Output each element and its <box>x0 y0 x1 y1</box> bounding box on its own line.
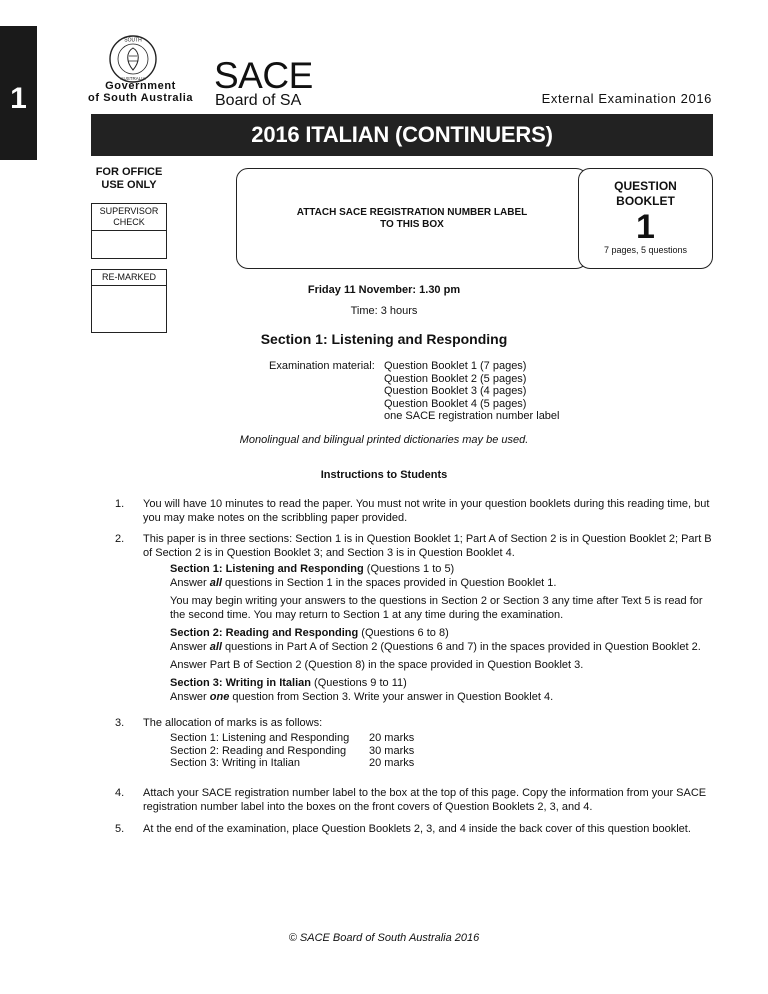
instruction-3 <box>117 716 713 770</box>
section-3-title: Section 3: Writing in Italian <box>170 677 311 689</box>
section-2-title: Section 2: Reading and Responding <box>170 627 359 639</box>
marks-section: Section 2: Reading and Responding <box>170 744 347 757</box>
exam-duration: Time: 3 hours <box>350 305 418 317</box>
supervisor-line-1: SUPERVISOR <box>99 206 159 216</box>
section-3-questions: (Questions 9 to 11) <box>310 677 407 689</box>
marks-value: 20 marks <box>369 757 415 769</box>
supervisor-check-header <box>92 204 166 231</box>
instruction-text: The allocation of marks is as follows: <box>143 717 323 729</box>
question-booklet-box <box>578 168 713 269</box>
marks-value: 30 marks <box>369 744 415 757</box>
exam-title-bar <box>91 114 713 156</box>
sace-logo: SACE <box>214 55 313 96</box>
s1-answer-emphasis: all <box>209 577 222 589</box>
instruction-number: 2. <box>115 533 125 545</box>
office-use-label <box>91 166 167 192</box>
exam-title: 2016 ITALIAN (CONTINUERS) <box>251 122 553 147</box>
gov-line-1: Government <box>105 80 176 92</box>
marks-section: Section 1: Listening and Responding <box>170 732 350 744</box>
svg-text:AUSTRALIA: AUSTRALIA <box>120 76 146 81</box>
copyright-footer: © SACE Board of South Australia 2016 <box>288 932 480 944</box>
marks-value: 20 marks <box>369 732 415 744</box>
supervisor-line-2: CHECK <box>113 217 145 227</box>
material-item: Question Booklet 4 (5 pages) <box>384 397 527 410</box>
svg-text:SOUTH: SOUTH <box>124 37 142 44</box>
examination-material-label: Examination material: <box>269 360 375 372</box>
supervisor-check-box <box>91 203 167 259</box>
examination-material-block <box>269 360 375 373</box>
external-examination-label: External Examination 2016 <box>541 91 712 106</box>
instruction-5 <box>117 822 713 836</box>
s3-answer-post: question from Section 3. Write your answer in Question Booklet 4. <box>229 691 554 703</box>
instruction-text: You will have 10 minutes to read the paper. You must not write in your question booklets during this reading time, but you may make notes on the scribbling paper provided. <box>143 498 710 524</box>
section-heading: Section 1: Listening and Responding <box>260 331 508 347</box>
s2-answer-post: questions in Part A of Section 2 (Questions 6 and 7) in the spaces provided in Question Booklet 2. <box>221 641 701 653</box>
section-details <box>170 562 713 704</box>
s2-answer-emphasis: all <box>209 641 222 653</box>
exam-date: Friday 11 November: 1.30 pm <box>307 284 461 296</box>
s2-answer-pre: Answer <box>170 641 210 653</box>
marks-row <box>170 757 713 770</box>
instructions-heading: Instructions to Students <box>320 469 448 481</box>
section-2-questions: (Questions 6 to 8) <box>358 627 449 639</box>
instruction-text: At the end of the examination, place Question Booklets 2, 3, and 4 inside the back cover of this question booklet. <box>143 823 691 835</box>
government-logo-text <box>88 80 193 104</box>
attach-label-line-2: TO THIS BOX <box>380 218 444 230</box>
s1-answer-post: questions in Section 1 in the spaces provided in Question Booklet 1. <box>221 577 557 589</box>
dictionaries-note: Monolingual and bilingual printed dictionaries may be used. <box>239 434 529 446</box>
material-item: Question Booklet 1 (7 pages) <box>384 360 527 372</box>
question-booklet-line-2: BOOKLET <box>616 194 675 208</box>
booklet-number-tab <box>0 26 37 160</box>
instruction-2 <box>117 532 713 708</box>
board-of-sa-text: Board of SA <box>215 92 302 109</box>
instruction-1 <box>117 497 713 525</box>
section-1-questions: (Questions 1 to 5) <box>363 563 455 575</box>
marks-section: Section 3: Writing in Italian <box>170 757 301 769</box>
instruction-text: Attach your SACE registration number label to the box at the top of this page. Copy the information from your SACE registration number label into the boxes on the front covers of Question Booklets 2, 3, and 4. <box>143 787 707 813</box>
instruction-number: 3. <box>115 717 125 729</box>
examination-material-list <box>384 360 559 423</box>
instruction-number: 1. <box>115 498 125 510</box>
gov-line-2: of South Australia <box>88 92 194 104</box>
instruction-text: This paper is in three sections: Section 1 is in Question Booklet 1; Part A of Section 2 is in Question Booklet 2; Part B of Section 2 is in Question Booklet 3; and Section 3 is in Question Booklet 4. <box>143 533 712 559</box>
material-item: Question Booklet 3 (4 pages) <box>384 385 527 397</box>
registration-label-box <box>236 168 588 269</box>
instruction-number: 5. <box>115 823 125 835</box>
question-booklet-pages: 7 pages, 5 questions <box>603 245 688 255</box>
booklet-tab-number: 1 <box>10 82 27 115</box>
material-item: Question Booklet 2 (5 pages) <box>384 372 527 385</box>
marks-allocation-table <box>170 732 713 770</box>
office-label-line-2: USE ONLY <box>101 179 157 191</box>
re-marked-box <box>91 269 167 333</box>
re-marked-header: RE-MARKED <box>92 270 166 286</box>
office-label-line-1: FOR OFFICE <box>95 166 163 178</box>
s1-answer-pre: Answer <box>170 577 210 589</box>
marks-row <box>170 732 713 745</box>
question-booklet-line-1: QUESTION <box>614 179 677 193</box>
instruction-number: 4. <box>115 787 125 799</box>
section-1-note: You may begin writing your answers to the questions in Section 2 or Section 3 any time after Text 5 is read for the second time. You may return to Section 1 at any time during the examination. <box>170 595 703 621</box>
question-booklet-number: 1 <box>636 208 655 246</box>
attach-label-line-1: ATTACH SACE REGISTRATION NUMBER LABEL <box>296 206 528 218</box>
s3-answer-pre: Answer <box>170 691 210 703</box>
s3-answer-emphasis: one <box>209 691 230 703</box>
instruction-4 <box>117 786 713 814</box>
marks-row <box>170 745 713 758</box>
section-1-title: Section 1: Listening and Responding <box>170 563 364 575</box>
section-2-part-b: Answer Part B of Section 2 (Question 8) in the space provided in Question Booklet 3. <box>170 659 584 671</box>
government-seal-icon <box>108 34 158 84</box>
material-item: one SACE registration number label <box>384 410 560 422</box>
